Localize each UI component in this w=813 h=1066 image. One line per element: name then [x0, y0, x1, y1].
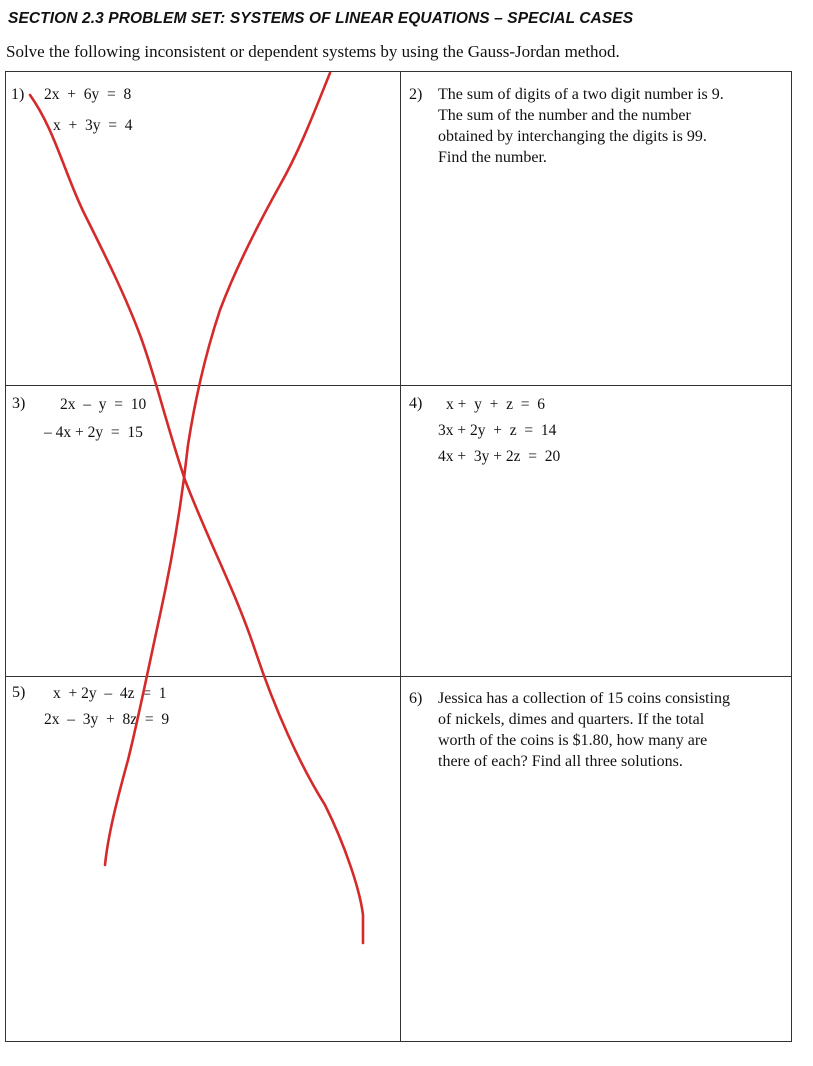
problem-1-equation-2: x + 3y = 4: [53, 117, 133, 134]
grid-divider-vertical: [400, 72, 401, 1041]
problem-6-number: 6): [409, 690, 423, 707]
problem-6-line-2: of nickels, dimes and quarters. If the total: [438, 711, 705, 728]
problem-3-equation-1: 2x – y = 10: [60, 396, 147, 413]
section-title: SECTION 2.3 PROBLEM SET: SYSTEMS OF LINEAR EQUATIONS – SPECIAL CASES: [8, 10, 634, 27]
problem-4-equation-1: x + y + z = 6: [446, 396, 545, 413]
problem-2-line-2: The sum of the number and the number: [438, 107, 691, 124]
problem-6-line-1: Jessica has a collection of 15 coins consisting: [438, 690, 730, 707]
grid-divider-row1: [6, 385, 791, 386]
problem-grid: [5, 71, 792, 1042]
problem-6-line-3: worth of the coins is $1.80, how many are: [438, 732, 708, 749]
problem-3-number: 3): [12, 395, 26, 412]
problem-1-equation-1: 2x + 6y = 8: [44, 86, 132, 103]
problem-2-number: 2): [409, 86, 423, 103]
problem-4-number: 4): [409, 395, 423, 412]
problem-6-line-4: there of each? Find all three solutions.: [438, 753, 683, 770]
problem-2-line-4: Find the number.: [438, 149, 547, 166]
problem-5-number: 5): [12, 684, 26, 701]
problem-5-equation-1: x + 2y – 4z = 1: [53, 685, 167, 702]
problem-4-equation-2: 3x + 2y + z = 14: [438, 422, 557, 439]
problem-2-line-3: obtained by interchanging the digits is 99.: [438, 128, 707, 145]
problem-3-equation-2: – 4x + 2y = 15: [44, 424, 143, 441]
instructions: Solve the following inconsistent or dependent systems by using the Gauss-Jordan method.: [6, 42, 620, 61]
problem-1-number: 1): [11, 86, 25, 103]
problem-2-line-1: The sum of digits of a two digit number is 9.: [438, 86, 724, 103]
problem-4-equation-3: 4x + 3y + 2z = 20: [438, 448, 561, 465]
problem-5-equation-2: 2x – 3y + 8z = 9: [44, 711, 170, 728]
grid-divider-row2: [6, 676, 791, 677]
